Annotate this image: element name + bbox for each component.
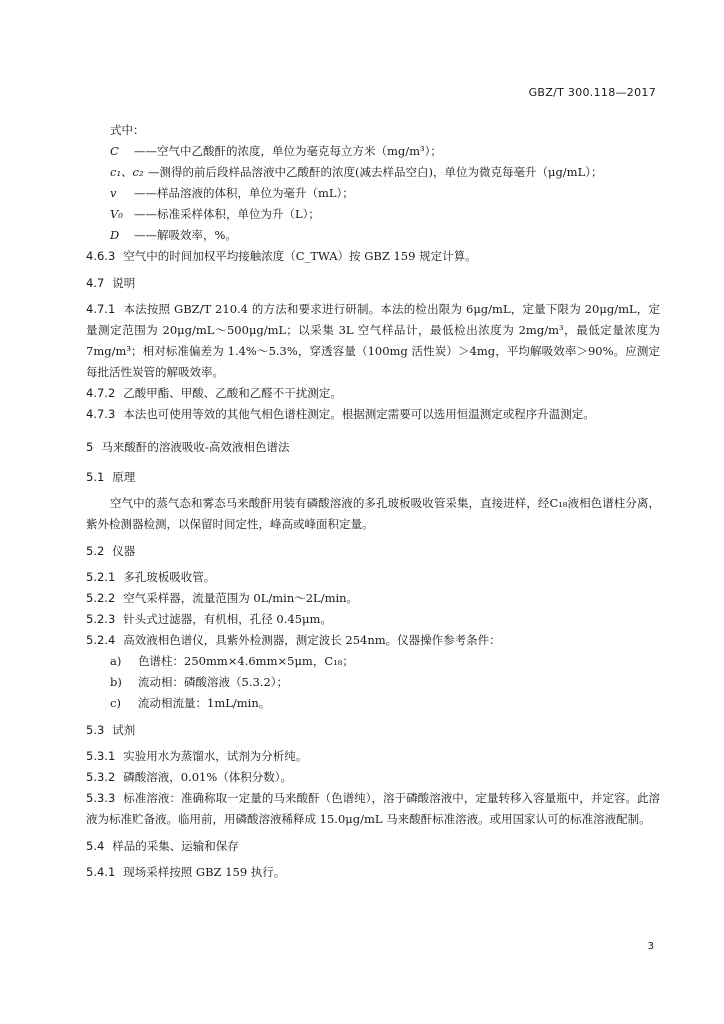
- var-symbol: C: [110, 144, 119, 158]
- clause-number: 5.2.2: [86, 591, 116, 605]
- clause-4-7-2: [86, 383, 660, 404]
- var-symbol: c₁、c₂: [110, 165, 144, 179]
- clause-5-3-3: [86, 788, 660, 830]
- var-symbol: v: [110, 186, 117, 200]
- var-line: [86, 204, 660, 225]
- section-number: 4.7: [86, 276, 105, 290]
- clause-5-2-3: [86, 609, 660, 630]
- section-5-4: [86, 836, 660, 857]
- list-marker: b): [110, 675, 122, 689]
- clause-text: 针头式过滤器，有机相，孔径 0.45μm。: [123, 612, 332, 626]
- clause-number: 4.7.1: [86, 302, 116, 316]
- clause-text: 磷酸溶液，0.01%（体积分数）。: [123, 770, 293, 784]
- clause-text: 标准溶液：准确称取一定量的马来酸酐（色谱纯），溶于磷酸溶液中，定量转移入容量瓶中，并定容。此溶液为标准贮备液。临用前，用磷酸溶液稀释成 15.0μg/mL 马来酸酐标准溶液。或用国家认可的标准溶液配制。: [86, 791, 660, 826]
- section-5-3: [86, 720, 660, 741]
- list-item: [86, 651, 660, 672]
- section-number: 5.3: [86, 723, 105, 737]
- list-text: 色谱柱：250mm×4.6mm×5μm，C₁₈；: [138, 654, 354, 668]
- var-symbol: D: [110, 228, 120, 242]
- var-desc: ——标准采样体积，单位为升（L）；: [134, 207, 320, 221]
- clause-5-3-1: [86, 746, 660, 767]
- var-line: [86, 162, 660, 183]
- list-marker: a): [110, 654, 122, 668]
- section-4-7: [86, 273, 660, 294]
- clause-text: 现场采样按照 GBZ 159 执行。: [123, 865, 286, 879]
- page-body: [86, 120, 660, 883]
- var-desc: —测得的前后段样品溶液中乙酸酐的浓度(减去样品空白)，单位为微克每毫升（μg/mL）；: [148, 165, 603, 179]
- clause-4-7-1: [86, 299, 660, 383]
- clause-text: 实验用水为蒸馏水，试剂为分析纯。: [123, 749, 308, 763]
- var-desc: ——空气中乙酸酐的浓度，单位为毫克每立方米（mg/m³）；: [134, 144, 442, 158]
- clause-5-2-4: [86, 630, 660, 651]
- section-title: 仪器: [112, 544, 136, 558]
- section-number: 5: [86, 440, 94, 454]
- clause-number: 5.3.2: [86, 770, 116, 784]
- clause-number: 5.2.1: [86, 570, 116, 584]
- clause-text: 本法也可使用等效的其他气相色谱柱测定。根据测定需要可以选用恒温测定或程序升温测定。: [123, 407, 595, 421]
- var-line: [86, 183, 660, 204]
- list-marker: c): [110, 696, 121, 710]
- list-text: 流动相：磷酸溶液（5.3.2）；: [138, 675, 289, 689]
- section-title: 试剂: [112, 723, 136, 737]
- clause-text: 高效液相色谱仪，具紫外检测器，测定波长 254nm。仪器操作参考条件：: [123, 633, 501, 647]
- section-number: 5.1: [86, 470, 105, 484]
- clause-text: 本法按照 GBZ/T 210.4 的方法和要求进行研制。本法的检出限为 6μg/mL，定量下限为 20μg/mL，定量测定范围为 20μg/mL～500μg/mL；以采集 3L 空气样品计，最低检出浓度为 2mg/m³，最低定量浓度为 7mg/m³；相对标准偏差为 1.4%～5.3%，穿透容量（100mg 活性炭）＞4mg，平均解吸效率＞90%。应测定每批活性炭管的解吸效率。: [86, 302, 660, 379]
- clause-5-2-2: [86, 588, 660, 609]
- list-item: [86, 672, 660, 693]
- var-line: [86, 225, 660, 246]
- clause-text: 多孔玻板吸收管。: [123, 570, 216, 584]
- var-desc: ——样品溶液的体积，单位为毫升（mL）；: [134, 186, 354, 200]
- clause-number: 4.7.2: [86, 386, 116, 400]
- clause-5-3-2: [86, 767, 660, 788]
- standard-code: GBZ/T 300.118—2017: [528, 86, 656, 99]
- section-title: 说明: [112, 276, 136, 290]
- section-number: 5.2: [86, 544, 105, 558]
- formula-where-intro: 式中：: [110, 123, 145, 137]
- section-title: 马来酸酐的溶液吸收-高效液相色谱法: [101, 440, 290, 454]
- clause-number: 5.2.3: [86, 612, 116, 626]
- section-title: 样品的采集、运输和保存: [112, 839, 239, 853]
- section-number: 5.4: [86, 839, 105, 853]
- page-number: 3: [647, 941, 654, 952]
- section-5: [86, 437, 660, 458]
- clause-number: 5.4.1: [86, 865, 116, 879]
- clause-text: 乙酸甲酯、甲酸、乙酸和乙醛不干扰测定。: [123, 386, 342, 400]
- section-title: 原理: [112, 470, 136, 484]
- clause-5-2-1: [86, 567, 660, 588]
- clause-4-7-3: [86, 404, 660, 425]
- clause-number: 4.6.3: [86, 249, 116, 263]
- clause-number: 4.7.3: [86, 407, 116, 421]
- var-line: [86, 141, 660, 162]
- section-5-1: [86, 467, 660, 488]
- principle-paragraph: 空气中的蒸气态和雾态马来酸酐用装有磷酸溶液的多孔玻板吸收管采集，直接进样，经C₁₈液相色谱柱分离，紫外检测器检测，以保留时间定性，峰高或峰面积定量。: [86, 496, 660, 531]
- list-text: 流动相流量：1mL/min。: [138, 696, 271, 710]
- clause-5-4-1: [86, 862, 660, 883]
- clause-text: 空气中的时间加权平均接触浓度（C_TWA）按 GBZ 159 规定计算。: [123, 249, 477, 263]
- clause-4-6-3: [86, 246, 660, 267]
- var-desc: ——解吸效率，%。: [134, 228, 237, 242]
- clause-text: 空气采样器，流量范围为 0L/min～2L/min。: [123, 591, 359, 605]
- section-5-2: [86, 541, 660, 562]
- clause-number: 5.3.3: [86, 791, 116, 805]
- clause-number: 5.3.1: [86, 749, 116, 763]
- list-item: [86, 693, 660, 714]
- var-symbol: V₀: [110, 207, 123, 221]
- clause-number: 5.2.4: [86, 633, 116, 647]
